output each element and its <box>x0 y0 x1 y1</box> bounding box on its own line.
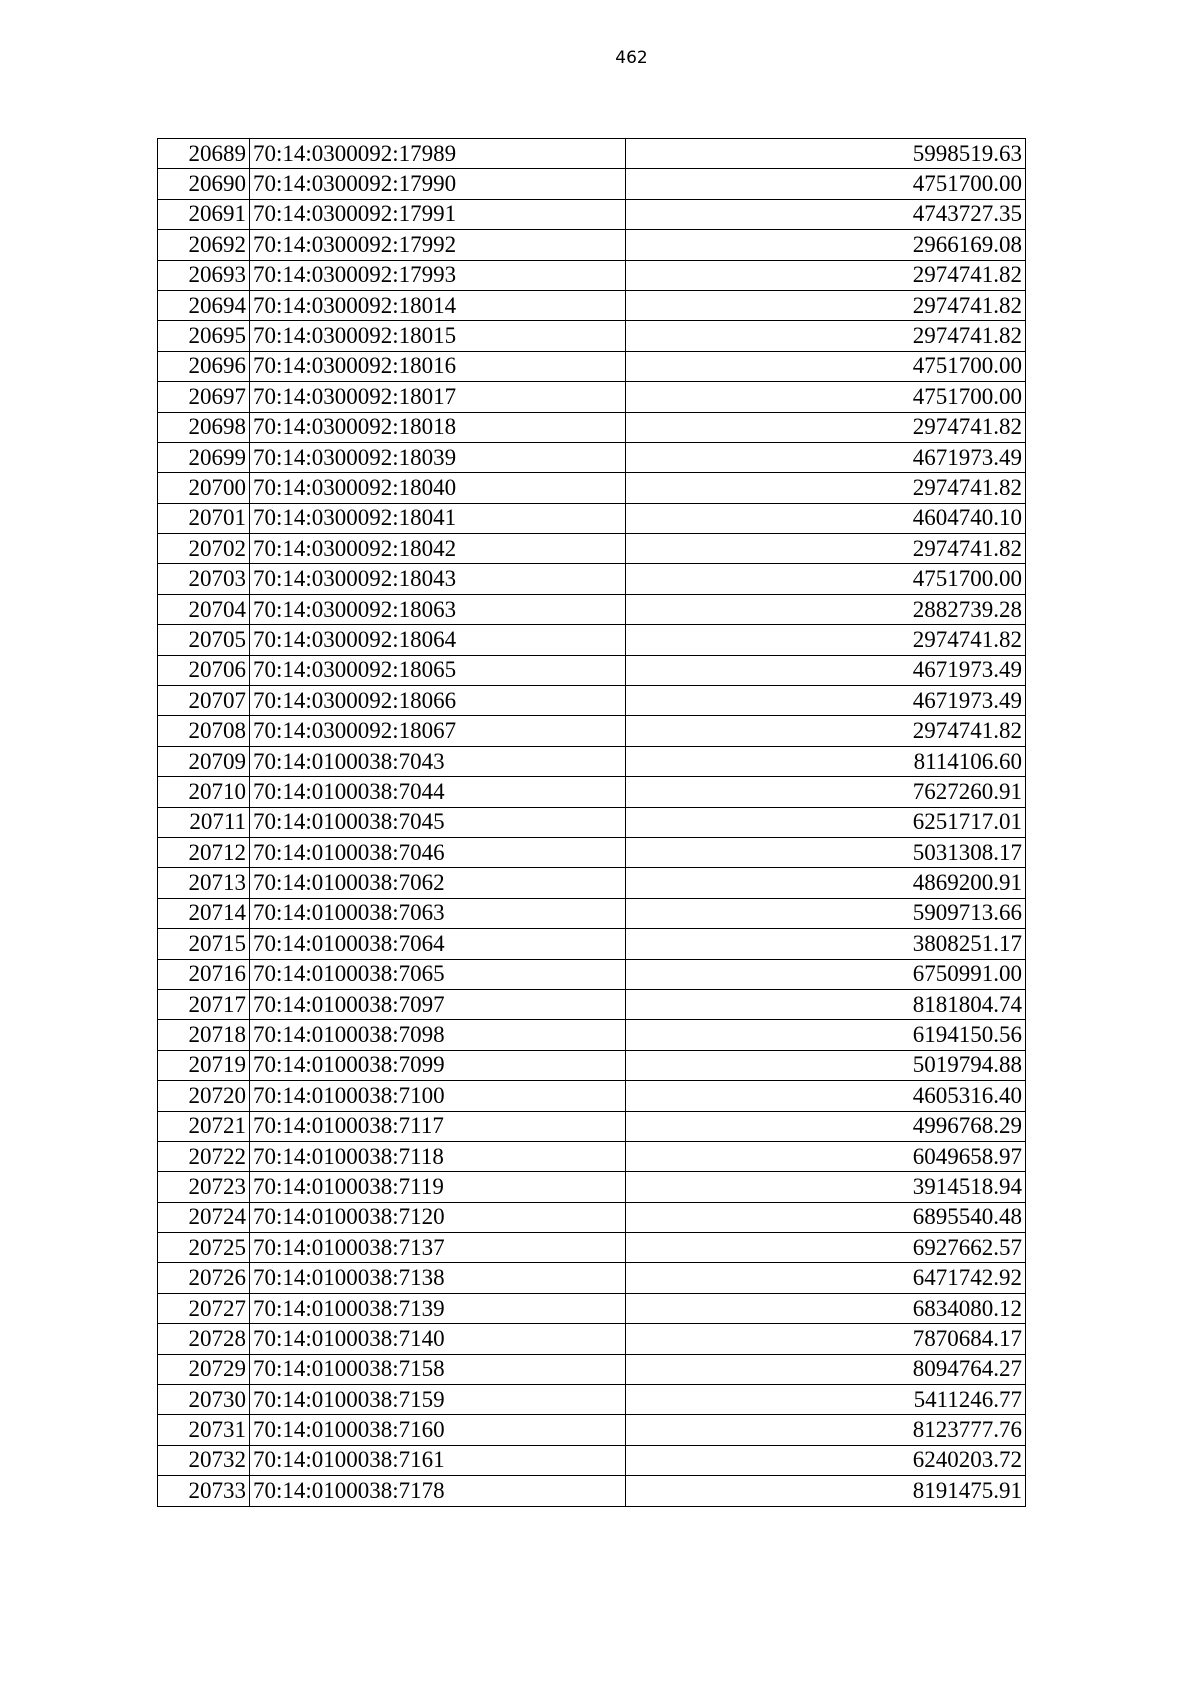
cadastral-value-cell: 2974741.82 <box>626 412 1026 442</box>
row-number-cell: 20720 <box>158 1081 250 1111</box>
table-row <box>158 1111 1026 1141</box>
cadastral-number-cell: 70:14:0300092:18015 <box>250 321 626 351</box>
row-number-cell: 20730 <box>158 1385 250 1415</box>
table-row <box>158 777 1026 807</box>
row-number-cell: 20707 <box>158 686 250 716</box>
table-row <box>158 686 1026 716</box>
row-number-cell: 20719 <box>158 1050 250 1080</box>
cadastral-value-cell: 4671973.49 <box>626 686 1026 716</box>
cadastral-number-cell: 70:14:0100038:7045 <box>250 807 626 837</box>
row-number-cell: 20699 <box>158 442 250 472</box>
row-number-cell: 20713 <box>158 868 250 898</box>
cadastral-value-cell: 5019794.88 <box>626 1050 1026 1080</box>
table-row <box>158 290 1026 320</box>
cadastral-number-cell: 70:14:0300092:18017 <box>250 382 626 412</box>
cadastral-value-cell: 4604740.10 <box>626 503 1026 533</box>
cadastral-number-cell: 70:14:0100038:7065 <box>250 959 626 989</box>
table-row <box>158 199 1026 229</box>
table-row <box>158 594 1026 624</box>
cadastral-number-cell: 70:14:0100038:7062 <box>250 868 626 898</box>
cadastral-number-cell: 70:14:0300092:17990 <box>250 169 626 199</box>
table-row <box>158 1263 1026 1293</box>
cadastral-number-cell: 70:14:0300092:18041 <box>250 503 626 533</box>
table-row <box>158 929 1026 959</box>
page-number: 462 <box>615 48 648 68</box>
table-row <box>158 655 1026 685</box>
row-number-cell: 20711 <box>158 807 250 837</box>
table-row <box>158 1233 1026 1263</box>
table-row <box>158 473 1026 503</box>
cadastral-number-cell: 70:14:0100038:7044 <box>250 777 626 807</box>
table-row <box>158 564 1026 594</box>
row-number-cell: 20705 <box>158 625 250 655</box>
row-number-cell: 20706 <box>158 655 250 685</box>
cadastral-number-cell: 70:14:0100038:7117 <box>250 1111 626 1141</box>
cadastral-number-cell: 70:14:0300092:18063 <box>250 594 626 624</box>
cadastral-number-cell: 70:14:0100038:7120 <box>250 1202 626 1232</box>
cadastral-number-cell: 70:14:0100038:7119 <box>250 1172 626 1202</box>
table-row <box>158 1141 1026 1171</box>
table-row <box>158 1324 1026 1354</box>
cadastral-value-table <box>157 138 1026 1507</box>
cadastral-number-cell: 70:14:0100038:7159 <box>250 1385 626 1415</box>
cadastral-number-cell: 70:14:0100038:7043 <box>250 746 626 776</box>
cadastral-value-cell: 6834080.12 <box>626 1293 1026 1323</box>
cadastral-value-cell: 5031308.17 <box>626 837 1026 867</box>
cadastral-number-cell: 70:14:0300092:18066 <box>250 686 626 716</box>
row-number-cell: 20698 <box>158 412 250 442</box>
cadastral-number-cell: 70:14:0100038:7160 <box>250 1415 626 1445</box>
table-row <box>158 321 1026 351</box>
row-number-cell: 20726 <box>158 1263 250 1293</box>
table-row <box>158 716 1026 746</box>
cadastral-number-cell: 70:14:0300092:17992 <box>250 230 626 260</box>
cadastral-number-cell: 70:14:0300092:18042 <box>250 534 626 564</box>
cadastral-number-cell: 70:14:0100038:7046 <box>250 837 626 867</box>
cadastral-value-cell: 4671973.49 <box>626 442 1026 472</box>
row-number-cell: 20701 <box>158 503 250 533</box>
cadastral-value-cell: 2974741.82 <box>626 625 1026 655</box>
cadastral-number-cell: 70:14:0100038:7063 <box>250 898 626 928</box>
table-row <box>158 1354 1026 1384</box>
table-row <box>158 746 1026 776</box>
row-number-cell: 20723 <box>158 1172 250 1202</box>
cadastral-value-cell: 6750991.00 <box>626 959 1026 989</box>
cadastral-value-cell: 3914518.94 <box>626 1172 1026 1202</box>
cadastral-value-cell: 2882739.28 <box>626 594 1026 624</box>
row-number-cell: 20732 <box>158 1445 250 1475</box>
row-number-cell: 20700 <box>158 473 250 503</box>
cadastral-number-cell: 70:14:0300092:17993 <box>250 260 626 290</box>
row-number-cell: 20717 <box>158 989 250 1019</box>
cadastral-value-cell: 2966169.08 <box>626 230 1026 260</box>
table-row <box>158 442 1026 472</box>
cadastral-value-cell: 8123777.76 <box>626 1415 1026 1445</box>
row-number-cell: 20703 <box>158 564 250 594</box>
cadastral-value-cell: 2974741.82 <box>626 290 1026 320</box>
table-row <box>158 1202 1026 1232</box>
cadastral-value-cell: 6049658.97 <box>626 1141 1026 1171</box>
row-number-cell: 20721 <box>158 1111 250 1141</box>
row-number-cell: 20716 <box>158 959 250 989</box>
row-number-cell: 20714 <box>158 898 250 928</box>
cadastral-number-cell: 70:14:0100038:7161 <box>250 1445 626 1475</box>
cadastral-number-cell: 70:14:0300092:17989 <box>250 139 626 169</box>
table-row <box>158 412 1026 442</box>
cadastral-value-cell: 6194150.56 <box>626 1020 1026 1050</box>
cadastral-value-cell: 7627260.91 <box>626 777 1026 807</box>
cadastral-number-cell: 70:14:0300092:18043 <box>250 564 626 594</box>
cadastral-value-cell: 2974741.82 <box>626 534 1026 564</box>
cadastral-value-cell: 4751700.00 <box>626 169 1026 199</box>
cadastral-number-cell: 70:14:0300092:18039 <box>250 442 626 472</box>
row-number-cell: 20715 <box>158 929 250 959</box>
row-number-cell: 20704 <box>158 594 250 624</box>
cadastral-number-cell: 70:14:0100038:7097 <box>250 989 626 1019</box>
cadastral-number-cell: 70:14:0300092:18040 <box>250 473 626 503</box>
cadastral-number-cell: 70:14:0300092:17991 <box>250 199 626 229</box>
table-row <box>158 1081 1026 1111</box>
cadastral-value-cell: 3808251.17 <box>626 929 1026 959</box>
row-number-cell: 20724 <box>158 1202 250 1232</box>
cadastral-value-cell: 8191475.91 <box>626 1476 1026 1506</box>
table-row <box>158 534 1026 564</box>
cadastral-number-cell: 70:14:0300092:18064 <box>250 625 626 655</box>
table-row <box>158 169 1026 199</box>
table-row <box>158 837 1026 867</box>
table-row <box>158 503 1026 533</box>
cadastral-value-cell: 6927662.57 <box>626 1233 1026 1263</box>
cadastral-number-cell: 70:14:0300092:18065 <box>250 655 626 685</box>
cadastral-value-cell: 4743727.35 <box>626 199 1026 229</box>
cadastral-value-cell: 8094764.27 <box>626 1354 1026 1384</box>
cadastral-number-cell: 70:14:0100038:7138 <box>250 1263 626 1293</box>
cadastral-number-cell: 70:14:0100038:7158 <box>250 1354 626 1384</box>
row-number-cell: 20727 <box>158 1293 250 1323</box>
cadastral-number-cell: 70:14:0100038:7118 <box>250 1141 626 1171</box>
cadastral-value-cell: 4751700.00 <box>626 351 1026 381</box>
table-row <box>158 1476 1026 1506</box>
table-row <box>158 1293 1026 1323</box>
row-number-cell: 20722 <box>158 1141 250 1171</box>
cadastral-value-cell: 8114106.60 <box>626 746 1026 776</box>
cadastral-value-cell: 4869200.91 <box>626 868 1026 898</box>
table-row <box>158 807 1026 837</box>
row-number-cell: 20693 <box>158 260 250 290</box>
cadastral-value-cell: 6895540.48 <box>626 1202 1026 1232</box>
cadastral-value-cell: 6240203.72 <box>626 1445 1026 1475</box>
table-row <box>158 868 1026 898</box>
table-row <box>158 1172 1026 1202</box>
cadastral-value-cell: 2974741.82 <box>626 321 1026 351</box>
row-number-cell: 20731 <box>158 1415 250 1445</box>
cadastral-number-cell: 70:14:0100038:7137 <box>250 1233 626 1263</box>
table-row <box>158 1020 1026 1050</box>
table-row <box>158 1445 1026 1475</box>
row-number-cell: 20697 <box>158 382 250 412</box>
table-row <box>158 898 1026 928</box>
row-number-cell: 20696 <box>158 351 250 381</box>
row-number-cell: 20702 <box>158 534 250 564</box>
cadastral-number-cell: 70:14:0300092:18016 <box>250 351 626 381</box>
cadastral-value-cell: 7870684.17 <box>626 1324 1026 1354</box>
row-number-cell: 20725 <box>158 1233 250 1263</box>
cadastral-value-cell: 2974741.82 <box>626 473 1026 503</box>
table-row <box>158 260 1026 290</box>
table-row <box>158 351 1026 381</box>
cadastral-value-cell: 4751700.00 <box>626 382 1026 412</box>
cadastral-number-cell: 70:14:0300092:18018 <box>250 412 626 442</box>
table-row <box>158 1415 1026 1445</box>
row-number-cell: 20709 <box>158 746 250 776</box>
cadastral-number-cell: 70:14:0300092:18014 <box>250 290 626 320</box>
cadastral-value-cell: 6471742.92 <box>626 1263 1026 1293</box>
row-number-cell: 20718 <box>158 1020 250 1050</box>
cadastral-value-cell: 2974741.82 <box>626 716 1026 746</box>
row-number-cell: 20692 <box>158 230 250 260</box>
row-number-cell: 20691 <box>158 199 250 229</box>
table-row <box>158 959 1026 989</box>
cadastral-number-cell: 70:14:0100038:7099 <box>250 1050 626 1080</box>
cadastral-value-cell: 5411246.77 <box>626 1385 1026 1415</box>
cadastral-number-cell: 70:14:0100038:7100 <box>250 1081 626 1111</box>
cadastral-value-cell: 4671973.49 <box>626 655 1026 685</box>
cadastral-number-cell: 70:14:0100038:7139 <box>250 1293 626 1323</box>
cadastral-value-cell: 4996768.29 <box>626 1111 1026 1141</box>
table-row <box>158 382 1026 412</box>
row-number-cell: 20708 <box>158 716 250 746</box>
row-number-cell: 20728 <box>158 1324 250 1354</box>
row-number-cell: 20733 <box>158 1476 250 1506</box>
row-number-cell: 20694 <box>158 290 250 320</box>
cadastral-value-cell: 4751700.00 <box>626 564 1026 594</box>
cadastral-value-cell: 5998519.63 <box>626 139 1026 169</box>
table-row <box>158 989 1026 1019</box>
cadastral-number-cell: 70:14:0100038:7178 <box>250 1476 626 1506</box>
cadastral-number-cell: 70:14:0300092:18067 <box>250 716 626 746</box>
table-row <box>158 1050 1026 1080</box>
table-row <box>158 139 1026 169</box>
cadastral-value-cell: 5909713.66 <box>626 898 1026 928</box>
row-number-cell: 20712 <box>158 837 250 867</box>
row-number-cell: 20729 <box>158 1354 250 1384</box>
row-number-cell: 20690 <box>158 169 250 199</box>
table-row <box>158 230 1026 260</box>
row-number-cell: 20689 <box>158 139 250 169</box>
cadastral-number-cell: 70:14:0100038:7064 <box>250 929 626 959</box>
cadastral-value-cell: 6251717.01 <box>626 807 1026 837</box>
cadastral-value-cell: 2974741.82 <box>626 260 1026 290</box>
table-body <box>158 139 1026 1507</box>
cadastral-value-cell: 8181804.74 <box>626 989 1026 1019</box>
cadastral-value-cell: 4605316.40 <box>626 1081 1026 1111</box>
table-row <box>158 1385 1026 1415</box>
row-number-cell: 20710 <box>158 777 250 807</box>
table-row <box>158 625 1026 655</box>
row-number-cell: 20695 <box>158 321 250 351</box>
cadastral-number-cell: 70:14:0100038:7098 <box>250 1020 626 1050</box>
cadastral-number-cell: 70:14:0100038:7140 <box>250 1324 626 1354</box>
